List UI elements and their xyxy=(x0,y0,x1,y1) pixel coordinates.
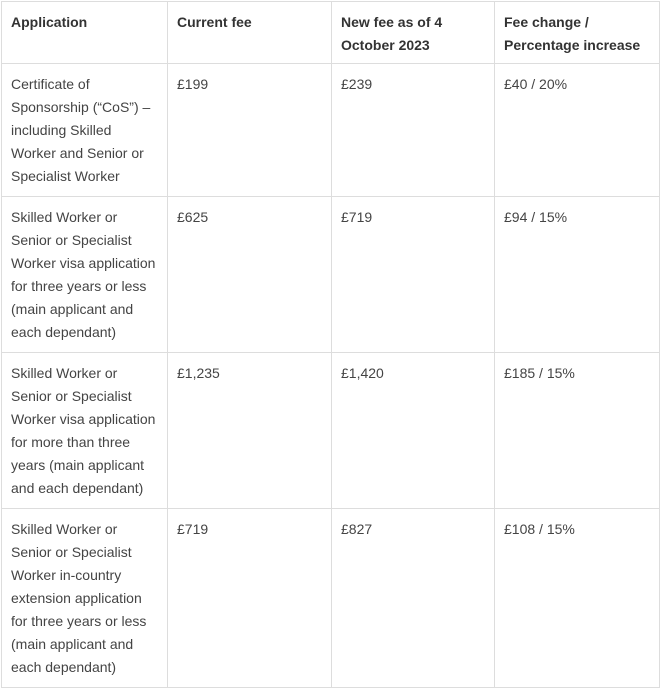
cell-application: Skilled Worker or Senior or Specialist Worker in-country extension application for three years or less (main applicant and each dependant) xyxy=(2,509,168,688)
cell-current-fee: £199 xyxy=(168,64,332,197)
cell-application: Skilled Worker or Senior or Specialist Worker visa application for three years or less (main applicant and each dependant) xyxy=(2,197,168,353)
table-row xyxy=(2,353,660,509)
cell-new-fee: £239 xyxy=(332,64,495,197)
fees-table xyxy=(1,1,660,688)
cell-current-fee: £625 xyxy=(168,197,332,353)
cell-application: Certificate of Sponsorship (“CoS”) – including Skilled Worker and Senior or Specialist Worker xyxy=(2,64,168,197)
table-row xyxy=(2,509,660,688)
cell-fee-change: £185 / 15% xyxy=(495,353,660,509)
cell-current-fee: £719 xyxy=(168,509,332,688)
cell-fee-change: £40 / 20% xyxy=(495,64,660,197)
table-row xyxy=(2,197,660,353)
header-new-fee: New fee as of 4 October 2023 xyxy=(332,2,495,64)
cell-new-fee: £1,420 xyxy=(332,353,495,509)
table-row xyxy=(2,64,660,197)
header-current-fee: Current fee xyxy=(168,2,332,64)
header-fee-change: Fee change / Percentage increase xyxy=(495,2,660,64)
cell-current-fee: £1,235 xyxy=(168,353,332,509)
cell-new-fee: £827 xyxy=(332,509,495,688)
header-application: Application xyxy=(2,2,168,64)
cell-fee-change: £94 / 15% xyxy=(495,197,660,353)
cell-new-fee: £719 xyxy=(332,197,495,353)
table-header-row xyxy=(2,2,660,64)
cell-fee-change: £108 / 15% xyxy=(495,509,660,688)
cell-application: Skilled Worker or Senior or Specialist Worker visa application for more than three years (main applicant and each dependant) xyxy=(2,353,168,509)
